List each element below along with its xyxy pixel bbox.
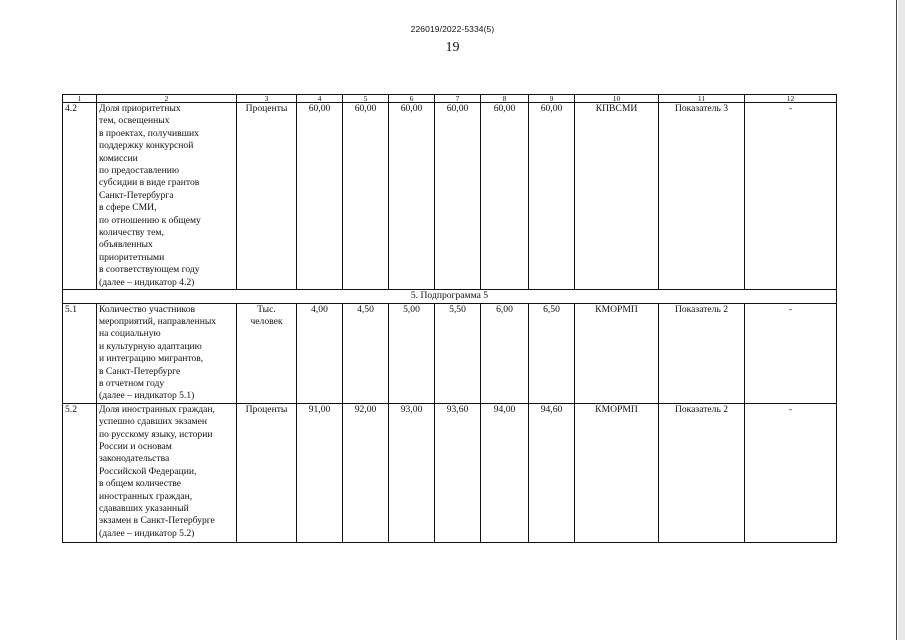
description-line: мероприятий, направленных bbox=[99, 315, 217, 327]
note-cell: - bbox=[745, 403, 837, 542]
unit-line: Тыс. bbox=[257, 303, 276, 315]
column-number: 9 bbox=[529, 95, 575, 103]
page-edge bbox=[898, 0, 905, 640]
value-cell: 6,50 bbox=[529, 303, 575, 403]
column-number: 1 bbox=[63, 95, 97, 103]
description-line: по отношению к общему bbox=[99, 214, 201, 226]
description-line: субсидии в виде грантов bbox=[99, 177, 200, 189]
description-line: в Санкт-Петербурге bbox=[99, 365, 181, 377]
description-line: Количество участников bbox=[99, 303, 196, 315]
description-line: в сфере СМИ, bbox=[99, 202, 157, 214]
description-line: в отчетном году bbox=[99, 377, 165, 389]
description-line: в общем количестве bbox=[99, 478, 181, 490]
column-number: 2 bbox=[97, 95, 237, 103]
unit-line: Проценты bbox=[245, 103, 288, 114]
value-cell: 60,00 bbox=[435, 103, 481, 290]
value-cell: 92,00 bbox=[343, 403, 389, 542]
description-line: количеству тем, bbox=[99, 227, 164, 239]
description-line: (далее – индикатор 5.1) bbox=[99, 390, 195, 402]
description-line: экзамен в Санкт-Петербурге bbox=[99, 515, 215, 527]
column-number: 12 bbox=[745, 95, 837, 103]
indicator-row-5-1 bbox=[63, 303, 837, 403]
value-cell: 5,00 bbox=[389, 303, 435, 403]
column-number: 4 bbox=[297, 95, 343, 103]
column-number: 10 bbox=[575, 95, 659, 103]
note-cell: - bbox=[745, 303, 837, 403]
value-cell: 60,00 bbox=[297, 103, 343, 290]
value-cell: 5,50 bbox=[435, 303, 481, 403]
description-line: по русскому языку, истории bbox=[99, 428, 213, 440]
executor-cell: КМОРМП bbox=[575, 303, 659, 403]
executor-cell: КПВСМИ bbox=[575, 103, 659, 290]
description-line: сдававших указанный bbox=[99, 503, 189, 514]
column-number: 5 bbox=[343, 95, 389, 103]
description-line: Доля иностранных граждан, bbox=[99, 403, 215, 415]
indicator-number: 4.2 bbox=[63, 103, 97, 290]
value-cell: 4,50 bbox=[343, 303, 389, 403]
description-line: и интеграцию мигрантов, bbox=[99, 353, 204, 365]
value-cell: 91,00 bbox=[297, 403, 343, 542]
description-line: комиссии bbox=[99, 152, 138, 164]
indicator-description bbox=[97, 303, 237, 403]
description-line: Санкт-Петербурга bbox=[99, 189, 174, 201]
unit-cell bbox=[237, 103, 297, 290]
note-cell: - bbox=[745, 103, 837, 290]
indicator-number: 5.1 bbox=[63, 303, 97, 403]
value-cell: 93,00 bbox=[389, 403, 435, 542]
description-line: на социальную bbox=[99, 328, 161, 340]
value-cell: 6,00 bbox=[481, 303, 529, 403]
description-line: объявленных bbox=[99, 239, 153, 251]
value-cell: 93,60 bbox=[435, 403, 481, 542]
section-title: 5. Подпрограмма 5 bbox=[63, 290, 837, 303]
page-edge-line bbox=[896, 0, 897, 640]
column-number: 6 bbox=[389, 95, 435, 103]
value-cell: 94,60 bbox=[529, 403, 575, 542]
description-line: в проектах, получивших bbox=[99, 127, 199, 139]
description-line: по предоставлению bbox=[99, 165, 180, 177]
unit-line: человек bbox=[250, 315, 283, 327]
description-line: (далее – индикатор 5.2) bbox=[99, 527, 195, 539]
column-number-row bbox=[63, 95, 837, 103]
value-cell: 60,00 bbox=[481, 103, 529, 290]
description-line: поддержку конкурсной bbox=[99, 140, 194, 152]
column-number: 8 bbox=[481, 95, 529, 103]
value-cell: 94,00 bbox=[481, 403, 529, 542]
description-line: Доля приоритетных bbox=[99, 103, 181, 114]
unit-cell bbox=[237, 303, 297, 403]
description-line: России и основам bbox=[99, 440, 172, 452]
indicator-description bbox=[97, 403, 237, 542]
description-line: успешно сдавших экзамен bbox=[99, 416, 207, 428]
column-number: 11 bbox=[659, 95, 745, 103]
indicator-description bbox=[97, 103, 237, 290]
description-line: в соответствующем году bbox=[99, 264, 200, 276]
section-row bbox=[63, 290, 837, 303]
value-cell: 60,00 bbox=[529, 103, 575, 290]
description-line: Российской Федерации, bbox=[99, 465, 197, 477]
value-cell: 60,00 bbox=[389, 103, 435, 290]
indicator-number: 5.2 bbox=[63, 403, 97, 542]
value-cell: 4,00 bbox=[297, 303, 343, 403]
page-number: 19 bbox=[445, 40, 460, 55]
reference-cell: Показатель 2 bbox=[659, 303, 745, 403]
description-line: (далее – индикатор 4.2) bbox=[99, 276, 195, 288]
description-line: тем, освещенных bbox=[99, 115, 170, 127]
description-line: иностранных граждан, bbox=[99, 490, 193, 502]
reference-cell: Показатель 3 bbox=[659, 103, 745, 290]
column-number: 3 bbox=[237, 95, 297, 103]
unit-line: Проценты bbox=[245, 403, 288, 415]
unit-cell bbox=[237, 403, 297, 542]
indicator-row-5-2 bbox=[63, 403, 837, 542]
executor-cell: КМОРМП bbox=[575, 403, 659, 542]
indicator-row-4-2 bbox=[63, 103, 837, 290]
description-line: и культурную адаптацию bbox=[99, 340, 202, 352]
column-number: 7 bbox=[435, 95, 481, 103]
indicators-table bbox=[62, 94, 837, 543]
description-line: приоритетными bbox=[99, 251, 165, 263]
description-line: законодательства bbox=[99, 453, 170, 465]
value-cell: 60,00 bbox=[343, 103, 389, 290]
document-id: 226019/2022-5334(5) bbox=[410, 24, 495, 34]
reference-cell: Показатель 2 bbox=[659, 403, 745, 542]
